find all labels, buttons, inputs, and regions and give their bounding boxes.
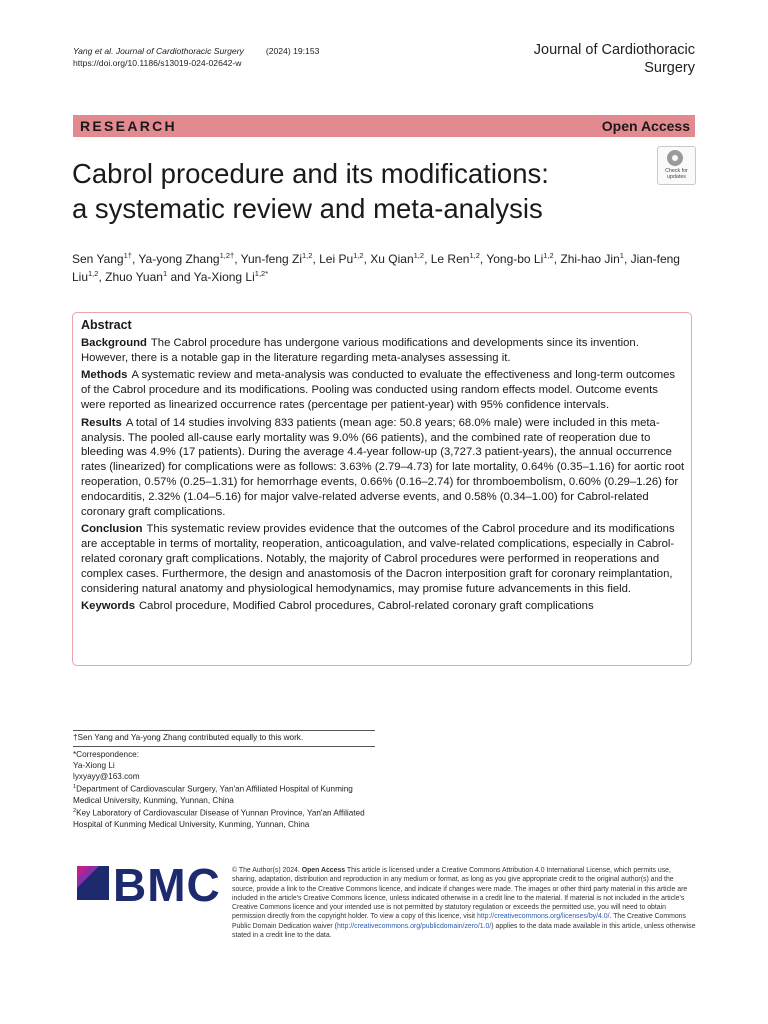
doi-link[interactable]: https://doi.org/10.1186/s13019-024-02642-w <box>73 58 242 68</box>
author-affiliation-marker: 1,2† <box>219 251 235 260</box>
section-label: Results <box>81 416 122 429</box>
author-name: Ya-Xiong Li <box>193 270 255 284</box>
citation-header <box>73 45 319 69</box>
author-name: Le Ren <box>430 252 470 266</box>
correspondent-name: Ya-Xiong Li <box>73 761 115 771</box>
bmc-logo-icon <box>77 866 109 900</box>
author-affiliation-marker: 1 <box>619 251 624 260</box>
section-text: A systematic review and meta-analysis was conducted to evaluate the effectiveness and long-term outcomes of the Cabrol procedure and its modifications. Pooling was conducted using random effects model. Outcome events were reported as linearized occurrence rates (percentage per patient-year) with 95% confidence intervals. <box>81 369 676 411</box>
license-link[interactable]: http://creativecommons.org/licenses/by/4.0/ <box>476 913 610 921</box>
correspondent-email[interactable]: lyxyayy@163.com <box>73 772 140 782</box>
title-line1: Cabrol procedure and its modifications: <box>72 158 549 189</box>
author-affiliation-marker: 1,2 <box>413 251 425 260</box>
article-type-label: RESEARCH <box>80 118 177 134</box>
open-access-inline: Open Access <box>301 867 346 874</box>
section-label: Background <box>81 336 147 349</box>
author-affiliation-marker: 1,2 <box>469 251 480 260</box>
section-text: Cabrol procedure, Modified Cabrol procedures, Cabrol-related coronary graft complications <box>139 600 594 613</box>
author-name: Xu Qian <box>370 252 414 266</box>
check-for-updates-icon-center <box>672 155 678 161</box>
author-name: Zhuo Yuan <box>105 270 163 284</box>
abstract-keywords <box>81 599 685 614</box>
citation-year: (2024) 19:153 <box>265 46 320 56</box>
abstract-results <box>81 416 685 520</box>
article-title <box>72 156 642 226</box>
section-text: A total of 14 studies involving 833 patients (mean age: 50.8 years; 68.0% male) were included in this meta-analysis. The pooled all-cause early mortality was 9.0% (66 patients), and the combined rate of reoperation due to bleeding was 4.9% (17 patients). During the average 4.4-year follow-up (3,727.3 patient-years), the annual occurrence rates (linearized) for complications were as follows: 3.63% (2.79–4.73) for late mortality, 0.64% (0.35–1.16) for aortic root reoperation, 0.57% (0.25–1.31) for hemorrhage events, 0.66% (0.16–2.74) for thromboembolism, 0.60% (0.29–1.26) for endocarditis, 2.32% (1.04–5.16) for major valve-related adverse events, and 0.58% (0.34–1.00) for Cabrol-related coronary graft complications. <box>81 416 685 518</box>
author-affiliation-marker: 1,2* <box>254 269 269 278</box>
author-name: Yun-feng Zi <box>240 252 303 266</box>
section-label: Conclusion <box>81 523 143 536</box>
check-for-updates-text: Check for updates <box>665 168 688 180</box>
author-name: Lei Pu <box>319 252 354 266</box>
journal-name-line2: Surgery <box>644 60 695 76</box>
waiver-link[interactable]: http://creativecommons.org/publicdomain/zero/1.0/ <box>336 922 492 930</box>
footnote-divider <box>73 746 375 747</box>
affiliation-1: $^1$Department of Cardiovascular Surgery, Yan'an Affiliated Hospital of Kunming Medical University, Kunming, Yunnan, China <box>73 784 353 806</box>
copyright: © The Author(s) 2024. <box>232 867 300 874</box>
author-name: Zhi-hao Jin <box>560 252 620 266</box>
author-name: Sen Yang <box>72 252 124 266</box>
correspondence-block <box>73 749 373 830</box>
author-affiliation-marker: 1,2 <box>353 251 364 260</box>
journal-name <box>455 41 695 77</box>
section-text: The Cabrol procedure has undergone various modifications and developments since its invention. However, there is a notable gap in the literature regarding meta-analyses assessing it. <box>81 336 639 364</box>
author-list: Sen Yang$^{1\dagger}$, Ya-yong Zhang$^{1,2\dagger}$, Yun-feng Zi$^{1,2}$, Lei Pu$^{1,2}$, Xu Qian$^{1,2}$, Le Ren$^{1,2}$, Yong-bo Li$^{1,2}$, Zhi-hao Jin$^1$, Jian-feng Liu$^{1,2}$, Zhuo Yuan$^1$ and Ya-Xiong $Li^{1,2*}$ <box>72 251 680 284</box>
author-affiliation-marker: 1,2 <box>302 251 313 260</box>
title-line2: a systematic review and meta-analysis <box>72 193 543 224</box>
license-text: © The Author(s) 2024. Open Access This article is licensed under a Creative Commons Attribution 4.0 International License, which permits use, sharing, adaptation, distribution and reproduction in any medium or format, as long as you give appropriate credit to the original author(s) and the source, provide a link to the Creative Commons licence, and indicate if changes were made. The images or other third party material in this article are included in the article's Creative Commons licence, unless indicated otherwise in a credit line to the material. If material is not included in the article's Creative Commons licence and your intended use is not permitted by statutory regulation or exceeds the permitted use, you will need to obtain permission directly from the copyright holder. To view a copy of this licence, visit http://creativecommons.org/licenses/by/4.0/. The Creative Commons Public Domain Dedication waiver (http://creativecommons.org/publicdomain/zero/1.0/) applies to the data made available in this article, unless otherwise stated in a credit line to the data. <box>232 867 696 940</box>
abstract-background <box>81 336 685 366</box>
abstract-content <box>81 318 685 617</box>
author-affiliation-marker: 1† <box>123 251 132 260</box>
journal-name-line1: Journal of Cardiothoracic <box>533 42 695 58</box>
correspondence-label: *Correspondence: <box>73 750 139 759</box>
footnote-divider <box>73 730 375 731</box>
author-affiliation-marker: 1,2 <box>88 269 99 278</box>
citation-text: Yang et al. Journal of Cardiothoracic Surgery <box>73 46 244 56</box>
section-label: Keywords <box>81 600 135 613</box>
affiliation-2: $^2$Key Laboratory of Cardiovascular Disease of Yunnan Province, Yan'an Affiliated Hospital of Kunming Medical University, Kunming, Yunnan, China <box>73 808 365 830</box>
author-affiliation-marker: 1 <box>162 269 168 278</box>
abstract-heading: Abstract <box>81 318 132 332</box>
publisher-logo: BMC <box>113 859 221 911</box>
author-name: Jian-feng Liu <box>72 252 680 284</box>
section-label: Methods <box>81 369 128 382</box>
author-name: Ya-yong Zhang <box>138 252 220 266</box>
section-text: This systematic review provides evidence that the outcomes of the Cabrol procedure and its modifications are acceptable in terms of mortality, reoperation, anticoagulation, and valve-related complications, especially in Cabrol-related coronary graft complications. Notably, the majority of Cabrol procedures were performed in reoperations and complex cases. Furthermore, the design and anastomosis of the Dacron interposition graft for coronary reimplantation, considering natural anatomy and physiological hemodynamics, may promise future advancements in this field. <box>81 523 675 595</box>
abstract-conclusion <box>81 522 685 596</box>
author-name: Yong-bo Li <box>486 252 544 266</box>
author-affiliation-marker: 1,2 <box>543 251 554 260</box>
equal-contribution-note: †Sen Yang and Ya-yong Zhang contributed equally to this work. <box>73 733 304 742</box>
open-access-label: Open Access <box>601 118 690 134</box>
abstract-methods <box>81 368 685 412</box>
